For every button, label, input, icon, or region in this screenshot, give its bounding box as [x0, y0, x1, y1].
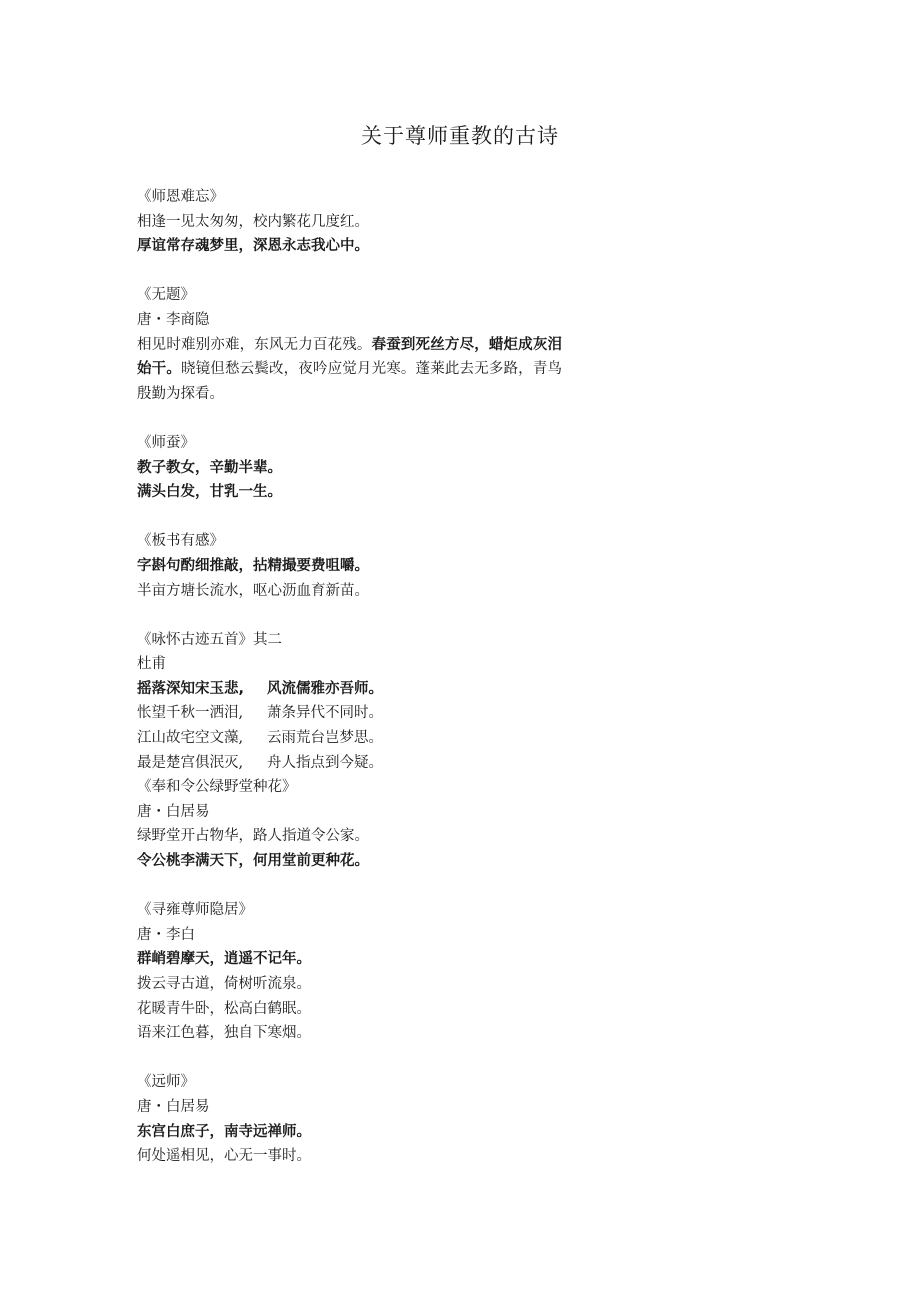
poem-title: 《远师》	[137, 1074, 195, 1091]
poem-line: 厚谊常存魂梦里，深恩永志我心中。	[137, 238, 369, 255]
poem-title: 《奉和令公绿野堂种花》	[137, 779, 297, 796]
spacer	[137, 874, 567, 899]
poem-author: 唐・白居易	[137, 1098, 210, 1115]
couplet-second: 舟人指点到今疑。	[267, 754, 383, 771]
poem-line: 满头白发，甘乳一生。	[137, 484, 282, 501]
couplet-second: 风流儒雅亦吾师。	[267, 680, 383, 697]
couplet-first: 江山故宅空文藻,	[137, 730, 244, 747]
spacer	[137, 603, 567, 628]
poem-text: 晓镜但愁云鬓改，夜吟应觉月光寒。蓬莱此去无多路，青鸟殷勤为探看。	[137, 361, 562, 402]
poem-author: 唐・李白	[137, 926, 195, 943]
couplet-second: 萧条异代不同时。	[267, 705, 383, 722]
poem-couplet	[137, 701, 567, 726]
couplet-first: 摇落深知宋玉悲,	[137, 680, 245, 697]
spacer	[137, 259, 567, 284]
poem-title: 《师恩难忘》	[137, 189, 224, 205]
document-title: 关于尊师重教的古诗	[361, 124, 559, 148]
poem-line: 花暖青牛卧，松高白鹤眠。	[137, 1000, 311, 1017]
poem-line: 绿野堂开占物华，路人指道令公家。	[137, 828, 369, 845]
poem-line: 令公桃李满天下，何用堂前更种花。	[137, 853, 369, 870]
poem-couplet	[137, 751, 567, 776]
couplet-first: 怅望千秋一洒泪,	[137, 705, 244, 722]
poem-line: 群峭碧摩天，逍遥不记年。	[137, 951, 311, 968]
couplet-first: 最是楚宫俱泯灭,	[137, 754, 244, 771]
poem-line: 拨云寻古道，倚树听流泉。	[137, 976, 311, 992]
poem-title: 《寻雍尊师隐居》	[137, 902, 253, 919]
poem-line: 半亩方塘长流水，呕心沥血育新苗。	[137, 582, 369, 599]
spacer	[137, 1046, 567, 1071]
poem-author: 杜甫	[137, 656, 166, 673]
poem-author: 唐・白居易	[137, 803, 210, 820]
poem-line: 字斟句酌细推敲，拈精撮要费咀嚼。	[137, 557, 369, 574]
poem-line: 相逢一见太匆匆，校内繁花几度红。	[137, 213, 369, 230]
poem-line: 教子教女，辛勤半辈。	[137, 459, 282, 476]
spacer	[137, 406, 567, 431]
poem-title: 《无题》	[137, 287, 195, 304]
poem-title: 《师蚕》	[137, 434, 195, 451]
poem-line: 语来江色暮，独自下寒烟。	[137, 1025, 311, 1042]
poem-line: 东宫白庶子，南寺远禅师。	[137, 1123, 311, 1140]
poem-title: 《板书有感》	[137, 533, 224, 550]
poem-text: 相见时难别亦难，东风无力百花残。	[137, 336, 372, 353]
poem-list	[137, 185, 567, 1169]
poem-paragraph	[137, 333, 562, 407]
spacer	[137, 505, 567, 530]
poem-text-bold: 春蚕到死丝方尽，蜡炬成灰泪始干。	[137, 336, 563, 378]
poem-author: 唐・李商隐	[137, 311, 210, 328]
poem-line: 何处遥相见，心无一事时。	[137, 1148, 311, 1165]
couplet-second: 云雨荒台岂梦思。	[267, 730, 383, 747]
poem-couplet	[137, 726, 567, 751]
poem-title: 《咏怀古迹五首》其二	[137, 631, 282, 648]
poem-couplet	[137, 677, 567, 702]
